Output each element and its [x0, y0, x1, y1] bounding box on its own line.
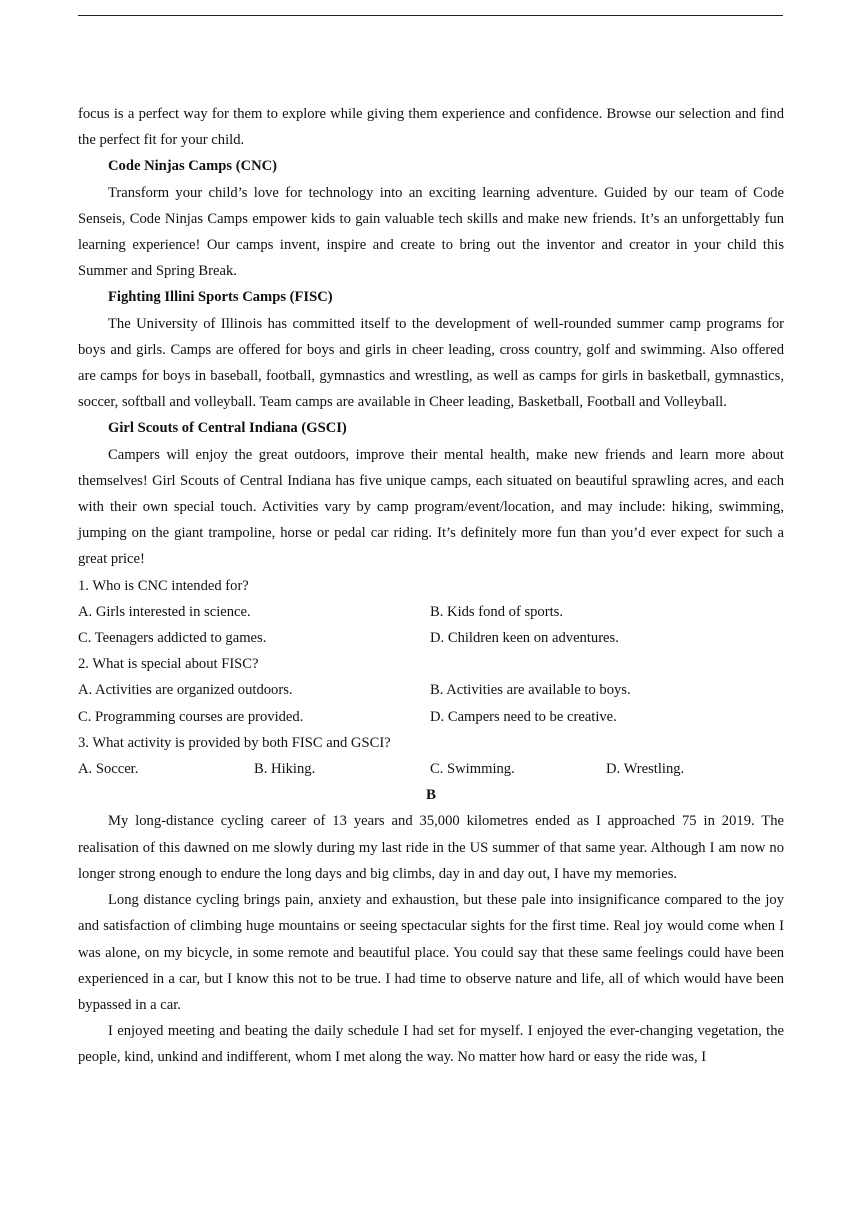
- answer-options: [78, 756, 784, 782]
- option-a: A. Activities are organized outdoors.: [78, 682, 293, 699]
- answer-options: [78, 677, 784, 729]
- question-2: [78, 651, 784, 730]
- question-stem: 1. Who is CNC intended for?: [78, 577, 249, 594]
- camp-gsci: [78, 415, 784, 572]
- header-rule: [78, 15, 783, 16]
- option-c: C. Teenagers addicted to games.: [78, 630, 267, 647]
- option-c: C. Programming courses are provided.: [78, 708, 304, 725]
- passage-paragraph: I enjoyed meeting and beating the daily schedule I had set for myself. I enjoyed the ever-changing vegetation, the people, kind, unkind and indifferent, whom I met along the way. No matter how hard or easy the ride was, I: [78, 1023, 784, 1066]
- option-a: A. Girls interested in science.: [78, 603, 251, 620]
- option-d: D. Wrestling.: [606, 761, 685, 778]
- answer-options: [78, 599, 784, 651]
- document-body: [78, 101, 784, 1071]
- camp-cnc: [78, 153, 784, 284]
- passage-paragraph: Long distance cycling brings pain, anxiety and exhaustion, but these pale into insignificance compared to the joy and satisfaction of climbing huge mountains or seeing spectacular sights for the first time. Real joy would come when I was alone, on my bicycle, in some remote and beautiful place. You could say that these same feelings could have been experienced in a car, but I know this not to be true. I had time to observe nature and life, all of which would have been bypassed in a car.: [78, 892, 784, 1013]
- camp-description: Campers will enjoy the great outdoors, improve their mental health, make new friends and learn more about themselves! Girl Scouts of Central Indiana has five unique camps, each situated on beautiful sprawling acres, and each with their own special touch. Activities vary by camp program/event/location, and may include: hiking, swimming, jumping on the giant trampoline, horse or pedal car riding. It’s definitely more fun than you’d ever expect for such a great price!: [78, 446, 784, 568]
- option-c: C. Swimming.: [430, 761, 515, 778]
- question-stem: 2. What is special about FISC?: [78, 656, 259, 673]
- option-d: D. Children keen on adventures.: [430, 630, 619, 647]
- question-stem: 3. What activity is provided by both FISC and GSCI?: [78, 734, 391, 751]
- camp-description: The University of Illinois has committed itself to the development of well-rounded summer camp programs for boys and girls. Camps are offered for boys and girls in cheer leading, cross country, golf and swimming. Also offered are camps for boys in baseball, football, gymnastics and wrestling, as well as camps for girls in basketball, gymnastics, soccer, softball and volleyball. Team camps are available in Cheer leading, Basketball, Football and Volleyball.: [78, 315, 784, 411]
- question-1: [78, 573, 784, 652]
- camp-heading: Fighting Illini Sports Camps (FISC): [108, 289, 333, 306]
- option-b: B. Activities are available to boys.: [430, 682, 631, 699]
- passage-paragraph: My long-distance cycling career of 13 years and 35,000 kilometres ended as I approached 75 in 2019. The realisation of this dawned on me slowly during my last ride in the US summer of that same year. Although I am now no longer strong enough to endure the long days and big climbs, day in and day out, I have my memories.: [78, 813, 784, 882]
- option-a: A. Soccer.: [78, 761, 139, 778]
- camp-heading: Code Ninjas Camps (CNC): [108, 158, 278, 175]
- passage-b: [78, 808, 784, 1070]
- camp-heading: Girl Scouts of Central Indiana (GSCI): [108, 420, 347, 437]
- option-d: D. Campers need to be creative.: [430, 708, 617, 725]
- camp-description: Transform your child’s love for technology into an exciting learning adventure. Guided by our team of Code Senseis, Code Ninjas Camps empower kids to gain valuable tech skills and make new friends. It’s an unforgettably fun learning experience! Our camps invent, inspire and create to bring out the inventor and creator in your child this Summer and Spring Break.: [78, 184, 784, 280]
- option-b: B. Hiking.: [254, 761, 316, 778]
- section-heading-b: B: [425, 787, 436, 804]
- intro-paragraph: focus is a perfect way for them to explore while giving them experience and confidence. Browse our selection and find the perfect fit for your child.: [78, 106, 784, 149]
- camp-fisc: [78, 284, 784, 415]
- option-b: B. Kids fond of sports.: [430, 603, 563, 620]
- question-3: [78, 730, 784, 782]
